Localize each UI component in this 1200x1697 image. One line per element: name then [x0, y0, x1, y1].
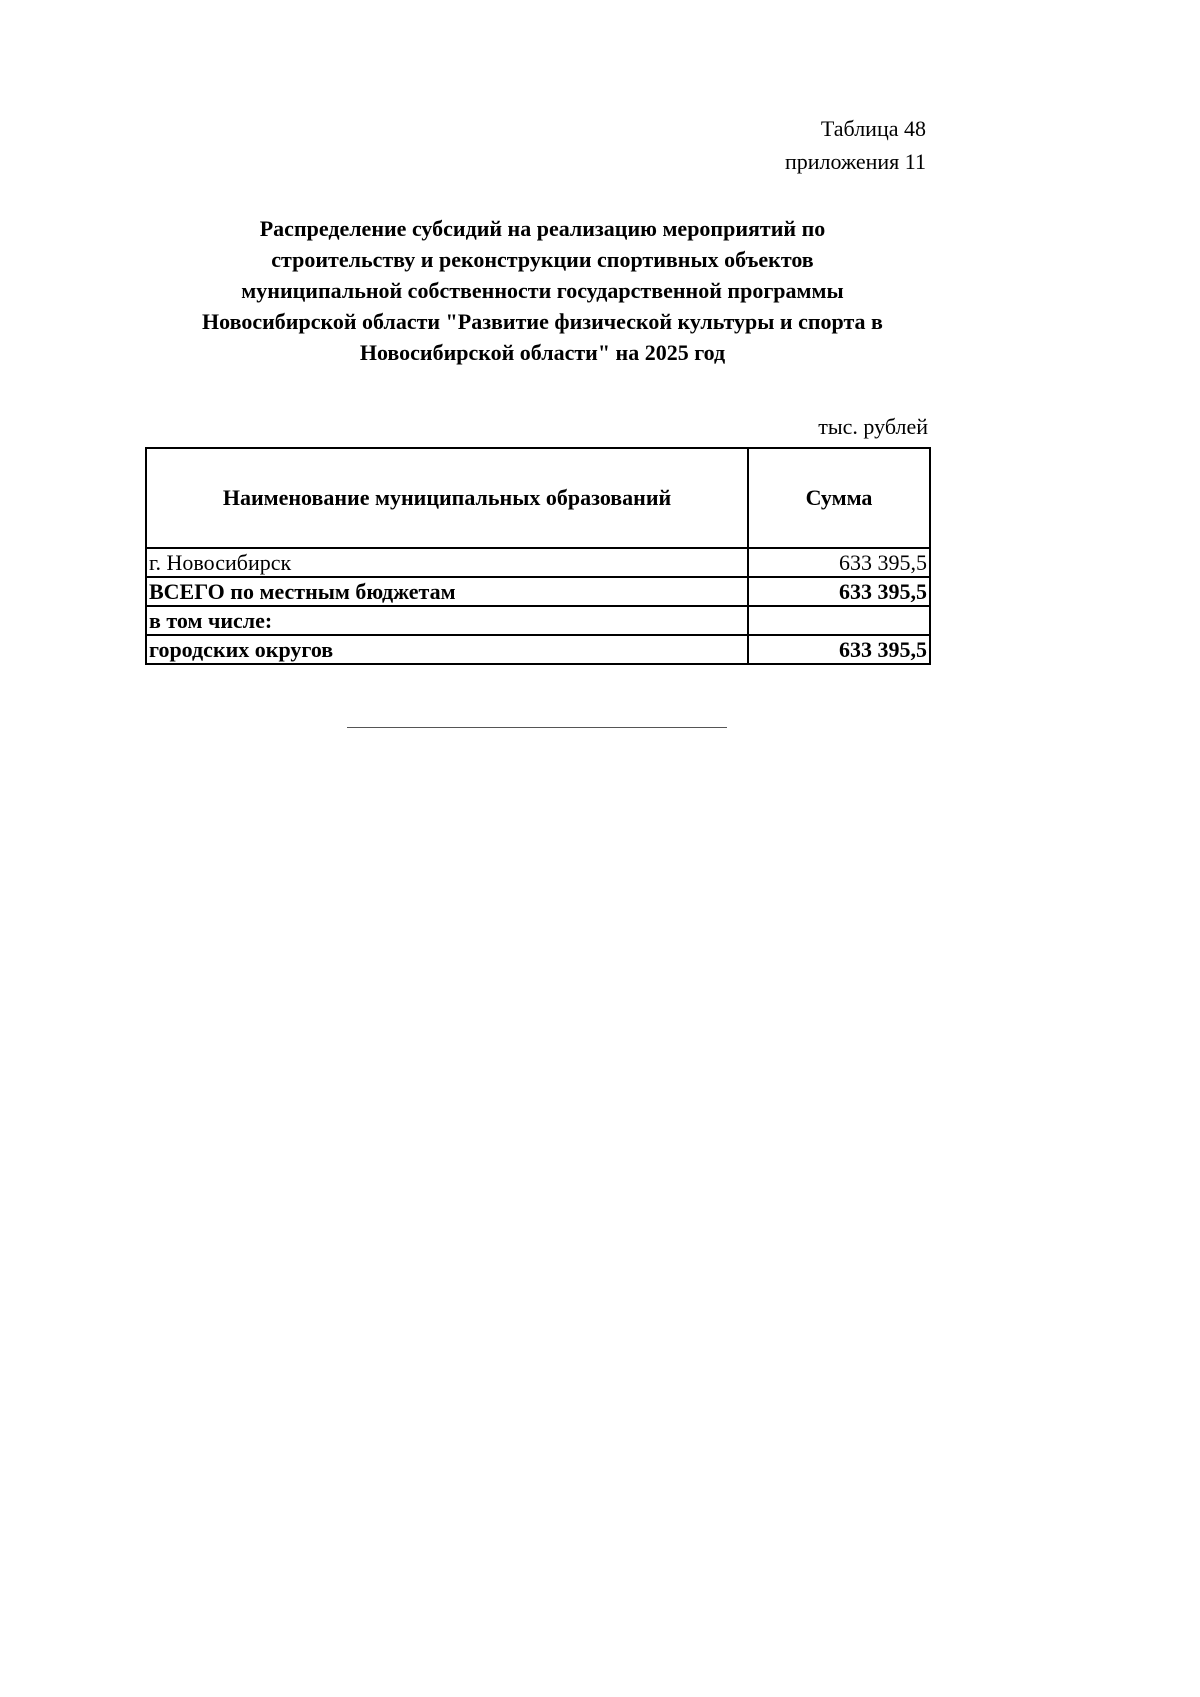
row-name: городских округов — [146, 635, 748, 664]
column-header-municipality: Наименование муниципальных образований — [146, 448, 748, 548]
row-sum — [748, 606, 930, 635]
title-line: строительству и реконструкции спортивных объектов — [271, 247, 814, 272]
table-reference — [785, 112, 926, 178]
appendix-number: приложения 11 — [784, 149, 926, 174]
units-label: тыс. рублей — [818, 414, 928, 439]
table-row-total — [146, 577, 930, 606]
subsidy-allocation-table — [145, 447, 931, 665]
title-line: Распределение субсидий на реализацию мероприятий по — [259, 216, 826, 241]
document-title — [140, 213, 945, 368]
column-header-sum: Сумма — [748, 448, 930, 548]
table-row-subtotal — [146, 635, 930, 664]
closing-rule-divider — [347, 727, 727, 728]
row-name: ВСЕГО по местным бюджетам — [146, 577, 748, 606]
title-line: муниципальной собственности государственной программы — [241, 278, 844, 303]
row-name: г. Новосибирск — [146, 548, 748, 577]
title-line: Новосибирской области" на 2025 год — [359, 340, 726, 365]
table-number: Таблица 48 — [820, 116, 926, 141]
table-header-row — [146, 448, 930, 548]
table-row — [146, 548, 930, 577]
table-row-subheader — [146, 606, 930, 635]
row-sum: 633 395,5 — [748, 548, 930, 577]
row-sum: 633 395,5 — [748, 635, 930, 664]
row-name: в том числе: — [146, 606, 748, 635]
title-line: Новосибирской области "Развитие физической культуры и спорта в — [202, 309, 883, 334]
row-sum: 633 395,5 — [748, 577, 930, 606]
